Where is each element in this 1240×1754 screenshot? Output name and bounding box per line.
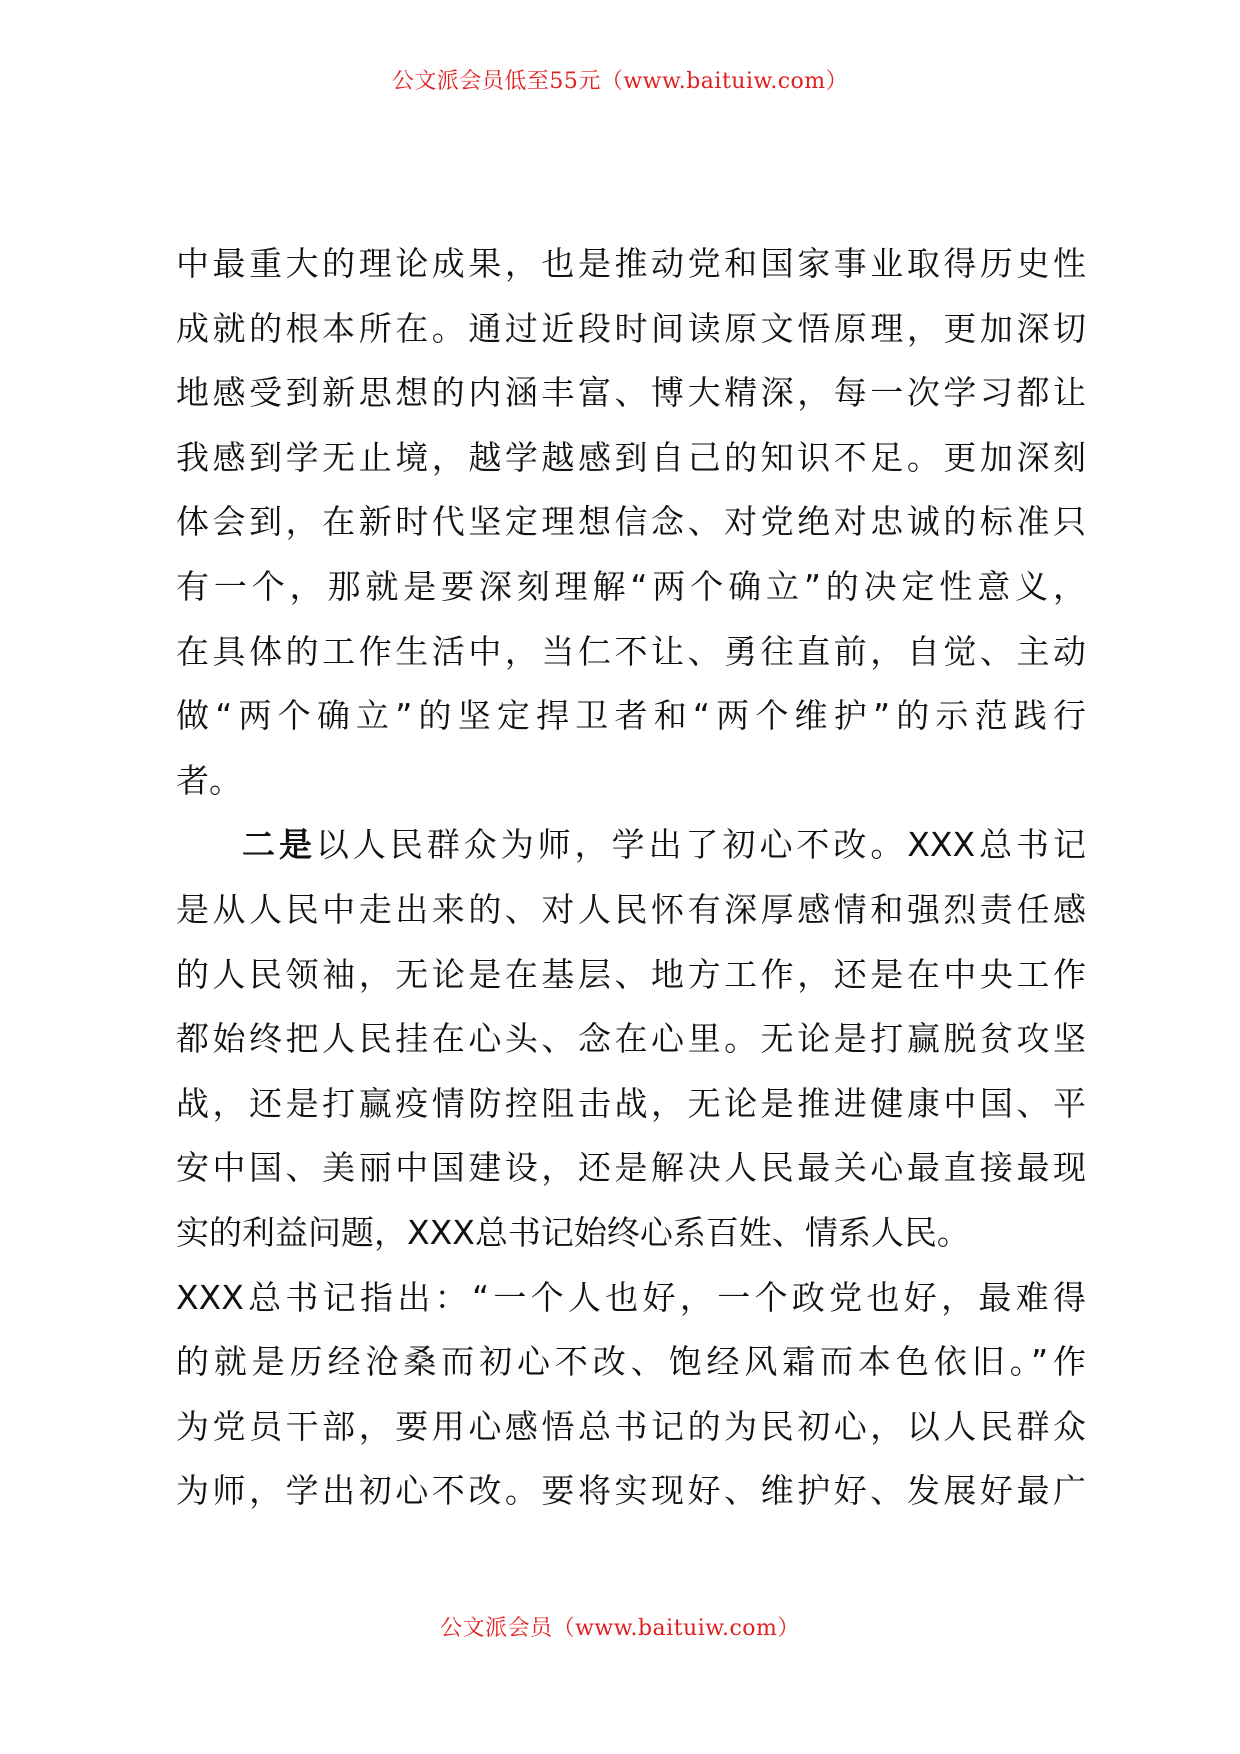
text-line: 的人民领袖，无论是在基层、地方工作，还是在中央工作 [176,954,1086,994]
text-line: 成就的根本所在。通过近段时间读原文悟原理，更加深切 [176,308,1086,348]
text-line: 者。 [176,760,242,800]
text-line: 的就是历经沧桑而初心不改、饱经风霜而本色依旧。”作 [176,1342,1086,1382]
text-line: 在具体的工作生活中，当仁不让、勇往直前，自觉、主动 [176,631,1086,671]
header-watermark: 公文派会员低至55元（www.baituiw.com） [391,69,849,94]
text-line: 体会到，在新时代坚定理想信念、对党绝对忠诚的标准只 [176,502,1086,542]
text-line: 都始终把人民挂在心头、念在心里。无论是打赢脱贫攻坚 [176,1019,1086,1059]
paragraph-2 [176,813,1086,1524]
text-line: 为师，学出初心不改。要将实现好、维护好、发展好最广 [176,1471,1086,1511]
text-line: XXX总书记指出：“一个人也好，一个政党也好，最难得 [176,1277,1086,1317]
footer-watermark: 公文派会员（www.baituiw.com） [440,1616,800,1641]
paragraph-1 [176,232,1086,813]
text-line: 地感受到新思想的内涵丰富、博大精深，每一次学习都让 [176,373,1086,413]
document-body [176,232,1086,1524]
text-line: 我感到学无止境，越学越感到自己的知识不足。更加深刻 [176,437,1086,477]
text-line: 是从人民中走出来的、对人民怀有深厚感情和强烈责任感 [176,889,1086,929]
text-line: 实的利益问题，XXX总书记始终心系百姓、情系人民。 [176,1212,970,1252]
text-line: 做“两个确立”的坚定捍卫者和“两个维护”的示范践行 [176,696,1086,736]
text-line: 安中国、美丽中国建设，还是解决人民最关心最直接最现 [176,1148,1086,1188]
text-line: 战，还是打赢疫情防控阻击战，无论是推进健康中国、平 [176,1083,1086,1123]
text-line: 中最重大的理论成果，也是推动党和国家事业取得历史性 [176,244,1086,283]
text-line: 为党员干部，要用心感悟总书记的为民初心，以人民群众 [176,1406,1086,1446]
paragraph-2-first-line [176,813,1086,878]
paragraph-2-first-line-text: 以人民群众为师，学出了初心不改。XXX总书记 [315,825,1086,865]
text-line: 有一个，那就是要深刻理解“两个确立”的决定性意义， [176,566,1086,606]
paragraph-lead-bold: 二是 [242,825,316,865]
